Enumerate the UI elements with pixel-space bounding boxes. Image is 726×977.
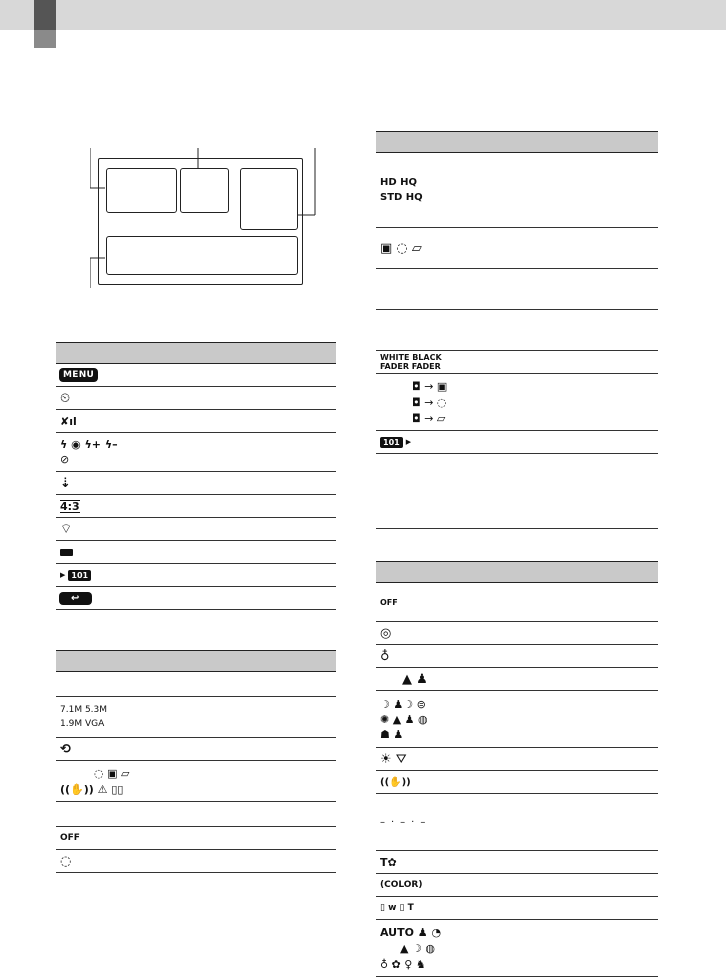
table-row xyxy=(376,310,658,351)
table-row xyxy=(376,874,658,897)
left-table-1 xyxy=(56,342,336,610)
scene-modes-icon: ✺ ▲ ♟ ◍ xyxy=(380,712,428,726)
table-row xyxy=(56,433,336,472)
table-row xyxy=(56,364,336,387)
scene-icon: ▲ ☽ ◍ xyxy=(400,941,435,955)
lcd-diagram xyxy=(90,148,325,296)
fader-label: WHITE BLACK xyxy=(380,353,442,362)
spot-meter-icon: ◎ xyxy=(380,625,392,641)
table-header xyxy=(56,342,336,364)
scene-modes-icon: ☗ ♟ xyxy=(380,727,404,741)
recording-quality-icon: STD HQ xyxy=(380,192,423,203)
gps-signal-icon: ✘ıl xyxy=(60,414,77,428)
table-row xyxy=(376,920,658,977)
table-row xyxy=(56,564,336,587)
menu-icon: MENU xyxy=(59,368,98,382)
play-arrow-icon: ▶ xyxy=(405,438,412,446)
table-row xyxy=(56,697,336,738)
table-row xyxy=(376,851,658,874)
table-row xyxy=(56,587,336,610)
table-row xyxy=(56,672,336,697)
table-row xyxy=(376,771,658,794)
intelligent-auto-icon: AUTO ♟ ◔ xyxy=(380,925,442,939)
copy-to-card-icon: ◘ → ▱ xyxy=(412,411,446,425)
table-row xyxy=(376,583,658,622)
color-icon: (COLOR) xyxy=(380,880,423,890)
play-arrow-icon: ▶ xyxy=(60,571,66,579)
table-row xyxy=(376,351,658,374)
wifi-icon: ⌔ xyxy=(60,522,73,537)
left-table-2 xyxy=(56,650,336,873)
folder-icon: 101 xyxy=(380,437,403,448)
table-row xyxy=(56,850,336,873)
table-row xyxy=(376,228,658,269)
steadyshot-icon: ((✋)) xyxy=(380,776,411,788)
copy-to-memory-icon: ◘ → ▣ xyxy=(412,379,448,393)
table-header xyxy=(56,650,336,672)
recording-quality-icon: HD HQ xyxy=(380,177,418,188)
section-tab xyxy=(34,0,56,48)
exposure-scale-icon: –·–·– xyxy=(380,816,432,828)
table-row xyxy=(56,541,336,564)
table-row xyxy=(376,269,658,310)
table-row xyxy=(56,472,336,495)
fader-label: FADER FADER xyxy=(380,362,441,371)
table-row xyxy=(376,622,658,645)
table-row xyxy=(56,410,336,433)
aspect-ratio-icon: 4:3 xyxy=(60,499,80,513)
table-row xyxy=(376,153,658,228)
image-size-icon: 7.1M 5.3M xyxy=(60,705,108,715)
table-row xyxy=(56,738,336,761)
recording-media-icon: ▣ ◌ ▱ xyxy=(380,240,422,256)
light-icon: ⇣ xyxy=(60,475,71,491)
header-bar xyxy=(0,0,726,30)
table-row xyxy=(376,748,658,771)
area-upper-right xyxy=(240,168,298,230)
folder-icon: 101 xyxy=(68,570,91,581)
white-balance-icon: ☀ ⛛ xyxy=(380,751,407,767)
copy-to-disc-icon: ◘ → ◌ xyxy=(412,395,447,409)
table-row xyxy=(376,645,658,668)
table-header xyxy=(376,131,658,153)
table-row xyxy=(56,387,336,410)
flash-modes-icon: ϟ ◉ ϟ+ ϟ– xyxy=(60,438,118,451)
table-row xyxy=(56,802,336,827)
self-timer-icon: ⏲ xyxy=(60,390,71,406)
table-row xyxy=(376,794,658,851)
face-detect-off-icon: OFF xyxy=(380,597,398,607)
table-row xyxy=(376,691,658,748)
scene-icon: ♁ ✿ ♀ ♞ xyxy=(380,957,426,971)
area-upper-left xyxy=(106,168,177,213)
table-row xyxy=(56,495,336,518)
candle-icon: ♁ xyxy=(380,648,390,664)
repeat-icon: ⟲ xyxy=(60,741,71,757)
table-row xyxy=(56,827,336,850)
face-detect-icon: ◌ xyxy=(60,853,72,869)
flash-off-icon: ⊘ xyxy=(60,453,70,466)
face-detect-off-icon: OFF xyxy=(60,833,80,843)
table-row xyxy=(376,431,658,454)
right-table-1 xyxy=(376,131,658,529)
tele-macro-icon: T✿ xyxy=(380,855,397,869)
media-icon xyxy=(60,549,73,556)
media-status-icon: ◌ ▣ ▱ xyxy=(94,766,130,780)
table-row xyxy=(376,454,658,529)
table-row xyxy=(376,374,658,431)
return-icon: ↩ xyxy=(59,592,92,605)
wind-filter-icon: ▯ w ▯ T xyxy=(380,903,414,913)
right-table-2 xyxy=(376,561,658,977)
table-row xyxy=(56,761,336,802)
scene-modes-icon: ☽ ♟☽ ⊜ xyxy=(380,697,426,711)
table-header xyxy=(376,561,658,583)
warning-icon: ((✋)) ⚠ ▯▯ xyxy=(60,782,124,796)
table-row xyxy=(376,897,658,920)
area-center xyxy=(180,168,229,213)
table-row xyxy=(56,518,336,541)
image-size-icon: 1.9M VGA xyxy=(60,719,105,729)
area-bottom xyxy=(106,236,298,275)
scene-landscape-icon: ▲ ♟ xyxy=(402,671,428,687)
table-row xyxy=(376,668,658,691)
